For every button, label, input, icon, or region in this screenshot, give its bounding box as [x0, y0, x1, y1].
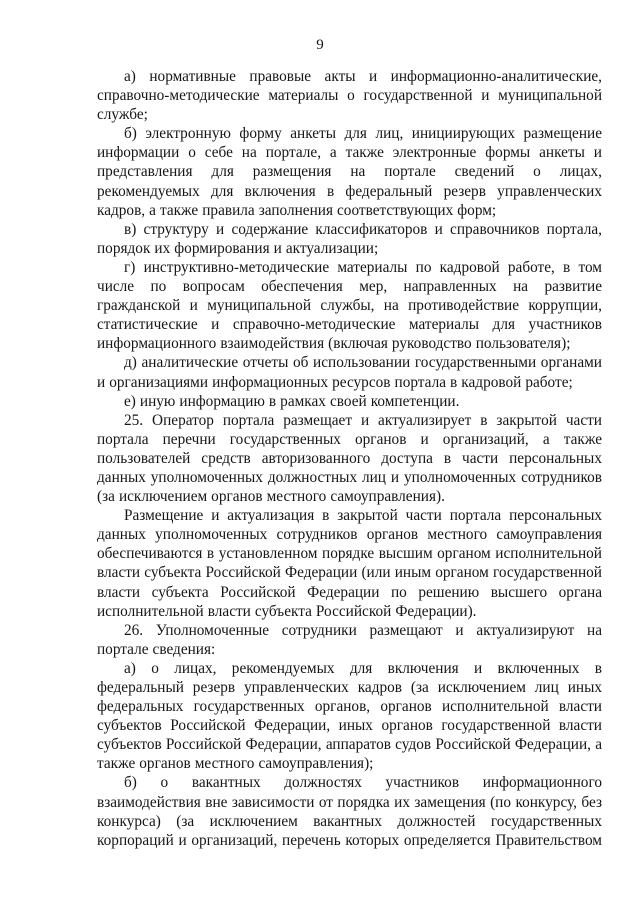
paragraph-clause-25-local-government: Размещение и актуализация в закрытой части портала персональных данных уполномоченных сотрудников органов местного самоуправления обеспечиваются в установленном порядке высшим органом исполнительной власти субъекта Российской Федерации (или иным органом государственной власти субъекта Российской Федерации по решению высшего органа исполнительной власти субъекта Российской Федерации). — [97, 507, 602, 620]
paragraph-clause-26-item-a: а) о лицах, рекомендуемых для включения и включенных в федеральный резерв управленческих кадров (за исключением лиц иных федеральных государственных органов, органов исполнительной власти субъектов Российской Федерации, иных органов государственной власти субъектов Российской Федерации, аппаратов судов Российской Федерации, а также органов местного самоуправления); — [97, 659, 602, 773]
paragraph-item-e-other-information: е) иную информацию в рамках своей компетенции. — [124, 392, 460, 410]
document-body — [97, 67, 602, 850]
paragraph-clause-26-item-b: б) о вакантных должностях участников информационного взаимодействия вне зависимости от порядка их замещения (по конкурсу, без конкурса) (за исключением вакантных должностей государственных корпораций и организаций, перечень которых определяется Правительством — [97, 774, 602, 849]
paragraph-clause-25: 25. Оператор портала размещает и актуализирует в закрытой части портала перечни государственных органов и организаций, а также пользователей средств авторизованного доступа в части персональных данных уполномоченных должностных лиц и уполномоченных сотрудников (за исключением органов местного самоуправления). — [97, 411, 602, 506]
paragraph-item-d-analytical-reports: д) аналитические отчеты об использовании государственными органами и организациями информационных ресурсов портала в кадровой работе; — [97, 354, 602, 391]
paragraph-item-g-methodical-materials: г) инструктивно-методические материалы по кадровой работе, в том числе по вопросам обеспечения мер, направленных на развитие гражданской и муниципальной службы, на противодействие коррупции, статистические и справочно-методические материалы для участников информационного взаимодействия (включая руководство пользователя); — [97, 258, 602, 353]
paragraph-item-a-normative-acts: а) нормативные правовые акты и информационно-аналитические, справочно-методические материалы о государственной и муниципальной службе; — [97, 68, 602, 124]
paragraph-item-b-electronic-forms: б) электронную форму анкеты для лиц, инициирующих размещение информации о себе на портале, а также электронные формы анкеты и представления для размещения на портале сведений о лицах, рекомендуемых для включения в федеральный резерв управленческих кадров, а также правила заполнения соответствующих форм; — [97, 125, 602, 219]
paragraph-item-v-classifiers: в) структуру и содержание классификаторов и справочников портала, порядок их формирования и актуализации; — [97, 220, 602, 257]
page-number: 9 — [316, 37, 324, 53]
paragraph-clause-26: 26. Уполномоченные сотрудники размещают и актуализируют на портале сведения: — [97, 621, 602, 658]
